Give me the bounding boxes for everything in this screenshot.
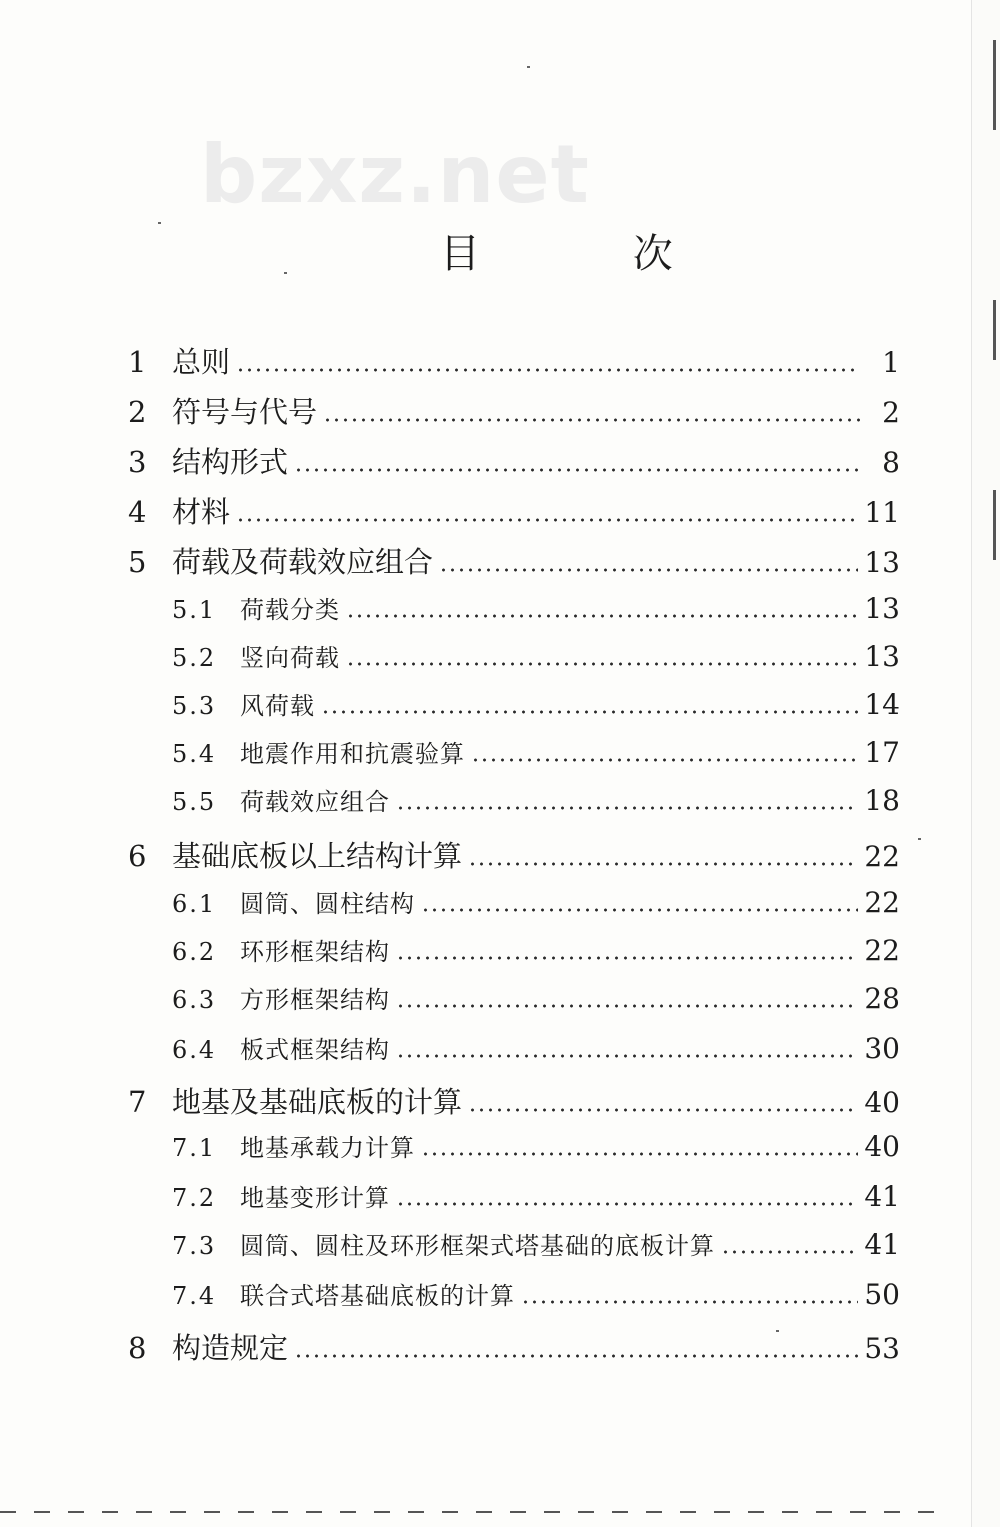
section-title: 板式框架结构 bbox=[240, 1036, 390, 1064]
dot-leader bbox=[294, 1354, 858, 1358]
page-edge bbox=[971, 0, 1000, 1527]
section-title: 联合式塔基础底板的计算 bbox=[240, 1282, 515, 1310]
section-title: 地基及基础底板的计算 bbox=[172, 1085, 463, 1119]
section-number: 6.1 bbox=[172, 890, 217, 918]
section-title: 地震作用和抗震验算 bbox=[240, 740, 465, 768]
section-title: 方形框架结构 bbox=[240, 986, 390, 1014]
page-number: 22 bbox=[864, 934, 900, 967]
toc-subentry[interactable] bbox=[172, 734, 900, 769]
section-number: 5 bbox=[128, 545, 147, 579]
toc-subentry[interactable] bbox=[172, 932, 900, 967]
scan-speck bbox=[527, 66, 530, 68]
page-number: 40 bbox=[864, 1130, 900, 1163]
section-title: 圆筒、圆柱结构 bbox=[240, 890, 415, 918]
dot-leader bbox=[396, 806, 858, 810]
section-number: 7.3 bbox=[172, 1232, 217, 1260]
section-number: 6 bbox=[128, 839, 147, 873]
dot-leader bbox=[396, 1004, 858, 1008]
page-number: 28 bbox=[864, 982, 900, 1015]
section-title: 荷载及荷载效应组合 bbox=[172, 545, 434, 579]
toc-entry[interactable] bbox=[128, 834, 900, 875]
dot-leader bbox=[396, 1054, 858, 1058]
scan-edge-mark bbox=[993, 490, 996, 560]
page-number: 13 bbox=[864, 592, 900, 625]
toc-entry[interactable] bbox=[128, 540, 900, 581]
dot-leader bbox=[323, 418, 860, 422]
toc-entry[interactable] bbox=[128, 440, 900, 481]
scan-speck bbox=[158, 222, 161, 224]
section-number: 7.1 bbox=[172, 1134, 217, 1162]
scan-speck bbox=[776, 1330, 779, 1332]
page-number: 41 bbox=[864, 1228, 900, 1261]
page-number: 11 bbox=[864, 496, 900, 529]
dot-leader bbox=[471, 758, 858, 762]
page-number: 40 bbox=[864, 1086, 900, 1119]
section-number: 6.4 bbox=[172, 1036, 217, 1064]
dot-leader bbox=[468, 862, 858, 866]
page-number: 41 bbox=[864, 1180, 900, 1213]
section-title: 材料 bbox=[172, 495, 231, 529]
toc-entry[interactable] bbox=[128, 1080, 900, 1121]
section-number: 7 bbox=[128, 1085, 147, 1119]
page-number: 50 bbox=[864, 1278, 900, 1311]
dot-leader bbox=[421, 908, 858, 912]
section-title: 地基变形计算 bbox=[240, 1184, 390, 1212]
toc-subentry[interactable] bbox=[172, 884, 900, 919]
dot-leader bbox=[721, 1250, 858, 1254]
toc-subentry[interactable] bbox=[172, 686, 900, 721]
dot-leader bbox=[468, 1108, 858, 1112]
page-number: 17 bbox=[864, 736, 900, 769]
section-number: 5.3 bbox=[172, 692, 217, 720]
toc-subentry[interactable] bbox=[172, 1226, 900, 1261]
section-number: 6.2 bbox=[172, 938, 217, 966]
section-number: 7.4 bbox=[172, 1282, 217, 1310]
section-title: 圆筒、圆柱及环形框架式塔基础的底板计算 bbox=[240, 1232, 715, 1260]
page-number: 53 bbox=[864, 1332, 900, 1365]
toc-subentry[interactable] bbox=[172, 1276, 900, 1311]
toc-subentry[interactable] bbox=[172, 1128, 900, 1163]
toc-subentry[interactable] bbox=[172, 980, 900, 1015]
section-number: 4 bbox=[128, 495, 147, 529]
scan-edge-mark bbox=[993, 300, 996, 360]
section-number: 5.2 bbox=[172, 644, 217, 672]
section-title: 竖向荷载 bbox=[240, 644, 340, 672]
dot-leader bbox=[236, 368, 860, 372]
dot-leader bbox=[421, 1152, 858, 1156]
page-number: 1 bbox=[882, 346, 900, 379]
section-title: 荷载效应组合 bbox=[240, 788, 390, 816]
dot-leader bbox=[236, 518, 858, 522]
section-number: 8 bbox=[128, 1331, 147, 1365]
page-number: 22 bbox=[864, 886, 900, 919]
toc-subentry[interactable] bbox=[172, 1178, 900, 1213]
dot-leader bbox=[294, 468, 860, 472]
section-title: 总则 bbox=[172, 345, 231, 379]
dot-leader bbox=[346, 614, 858, 618]
section-title: 构造规定 bbox=[172, 1331, 289, 1365]
watermark: bzxz.net bbox=[200, 128, 590, 221]
section-title: 风荷载 bbox=[240, 692, 315, 720]
toc-subentry[interactable] bbox=[172, 1030, 900, 1065]
toc-subentry[interactable] bbox=[172, 782, 900, 817]
page-number: 13 bbox=[864, 640, 900, 673]
dot-leader bbox=[396, 956, 858, 960]
page-number: 14 bbox=[864, 688, 900, 721]
section-number: 5.4 bbox=[172, 740, 217, 768]
section-number: 1 bbox=[128, 345, 147, 379]
toc-entry[interactable] bbox=[128, 1326, 900, 1367]
section-number: 3 bbox=[128, 445, 147, 479]
page-number: 13 bbox=[864, 546, 900, 579]
dot-leader bbox=[521, 1300, 858, 1304]
page-number: 30 bbox=[864, 1032, 900, 1065]
page-number: 2 bbox=[882, 396, 900, 429]
dot-leader bbox=[396, 1202, 858, 1206]
page-number: 18 bbox=[864, 784, 900, 817]
page-number: 8 bbox=[882, 446, 900, 479]
bottom-dashed-line bbox=[0, 1511, 940, 1513]
dot-leader bbox=[346, 662, 858, 666]
scan-speck bbox=[284, 272, 287, 274]
toc-entry[interactable] bbox=[128, 390, 900, 431]
section-number: 2 bbox=[128, 395, 147, 429]
section-title: 地基承载力计算 bbox=[240, 1134, 415, 1162]
toc-entry[interactable] bbox=[128, 340, 900, 381]
toc-subentry[interactable] bbox=[172, 638, 900, 673]
section-number: 5.1 bbox=[172, 596, 217, 624]
section-number: 6.3 bbox=[172, 986, 217, 1014]
section-title: 环形框架结构 bbox=[240, 938, 390, 966]
scan-speck bbox=[918, 838, 921, 840]
toc-subentry[interactable] bbox=[172, 590, 900, 625]
toc-entry[interactable] bbox=[128, 490, 900, 531]
section-number: 5.5 bbox=[172, 788, 217, 816]
section-title: 结构形式 bbox=[172, 445, 289, 479]
dot-leader bbox=[439, 568, 858, 572]
page-title: 目 次 bbox=[440, 231, 743, 277]
section-title: 荷载分类 bbox=[240, 596, 340, 624]
page-number: 22 bbox=[864, 840, 900, 873]
section-title: 符号与代号 bbox=[172, 395, 318, 429]
section-title: 基础底板以上结构计算 bbox=[172, 839, 463, 873]
scan-edge-mark bbox=[993, 40, 996, 130]
dot-leader bbox=[321, 710, 858, 714]
section-number: 7.2 bbox=[172, 1184, 217, 1212]
